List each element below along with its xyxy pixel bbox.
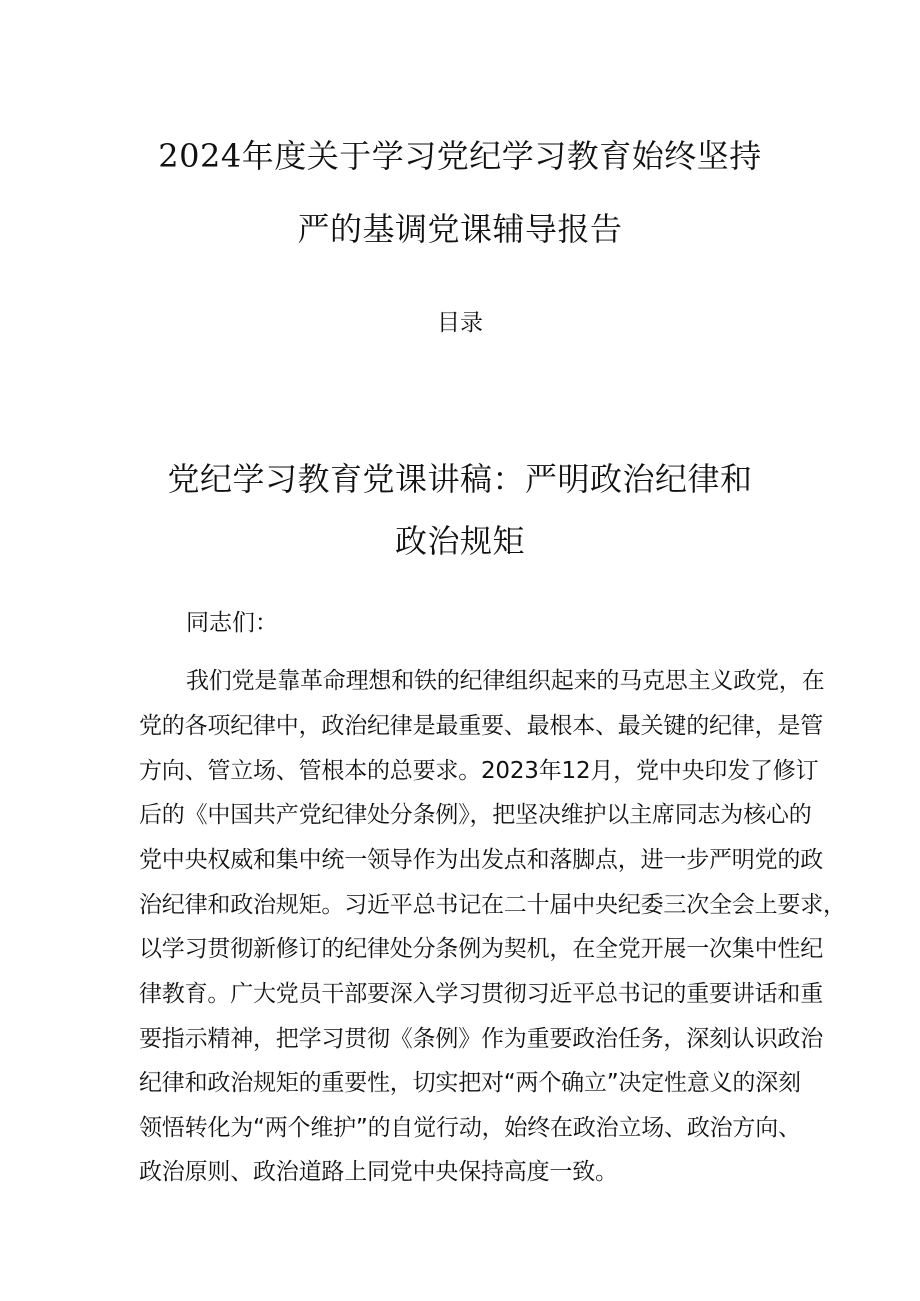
- paragraph-line: 纪律和政治规矩的重要性，切实把对“两个确立”决定性意义的深刻: [139, 1070, 801, 1096]
- paragraph-line: 我们党是靠革命理想和铁的纪律组织起来的马克思主义政党，在: [186, 668, 825, 694]
- paragraph-line: 要指示精神，把学习贯彻《条例》作为重要政治任务，深刻认识政治: [139, 1026, 824, 1052]
- paragraph-line: 党中央权威和集中统一领导作为出发点和落脚点，进一步严明党的政: [139, 847, 824, 873]
- paragraph-line: 领悟转化为“两个维护”的自觉行动，始终在政治立场、政治方向、: [139, 1115, 801, 1141]
- section-title-line-1: 党纪学习教育党课讲稿：严明政治纪律和: [167, 460, 753, 498]
- document-title-line-2: 严的基调党课辅导报告: [297, 210, 623, 248]
- paragraph-line: 党的各项纪律中，政治纪律是最重要、最根本、最关键的纪律，是管: [139, 713, 824, 739]
- paragraph-line: 律教育。广大党员干部要深入学习贯彻习近平总书记的重要讲话和重: [139, 981, 824, 1007]
- paragraph-line: 政治原则、政治道路上同党中央保持高度一致。: [139, 1159, 618, 1185]
- paragraph-line: 后的《中国共产党纪律处分条例》，把坚决维护以主席同志为核心的: [139, 802, 812, 828]
- paragraph-line: 以学习贯彻新修订的纪律处分条例为契机，在全党开展一次集中性纪: [139, 936, 824, 962]
- document-title-line-1: 2024年度关于学习党纪学习教育始终坚持: [158, 137, 762, 175]
- paragraph-line: 方向、管立场、管根本的总要求。2023年12月，党中央印发了修订: [139, 758, 819, 784]
- section-title-line-2: 政治规矩: [394, 522, 525, 560]
- table-of-contents-heading: 目录: [437, 310, 483, 336]
- paragraph-line: 治纪律和政治规矩。习近平总书记在二十届中央纪委三次全会上要求，: [139, 892, 846, 918]
- salutation: 同志们：: [186, 610, 278, 636]
